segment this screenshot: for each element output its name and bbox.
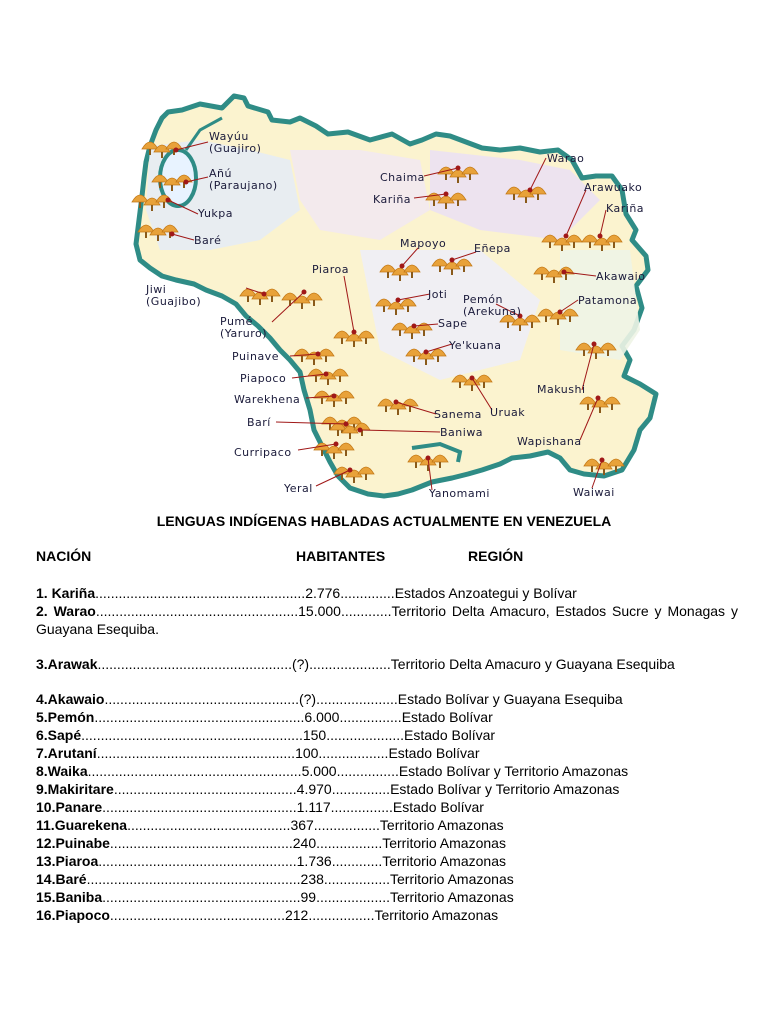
hut-post — [321, 450, 323, 456]
map-label-sape: Sape — [438, 317, 468, 330]
nation-name: 10.Panare — [36, 799, 103, 815]
hut-post — [415, 462, 417, 468]
map-label-yekuana: Ye'kuana — [449, 339, 502, 352]
hut-post — [607, 350, 609, 356]
map-label-puinave: Puinave — [232, 350, 279, 363]
hut-post — [603, 469, 605, 475]
region: Estado Bolívar y Guayana Esequiba — [397, 691, 623, 707]
population: 2.776 — [305, 585, 341, 601]
hut-post — [157, 235, 159, 241]
settlement-dot — [394, 400, 399, 405]
settlement-dot — [456, 166, 461, 171]
nation-name: 11.Guarekena — [36, 817, 128, 833]
population: 367 — [290, 817, 314, 833]
dots: ...................................................... — [94, 709, 305, 725]
dots: ......................................................... — [81, 727, 303, 743]
hut-post — [163, 202, 165, 208]
map-label-bari: Barí — [247, 416, 271, 429]
settlement-dot — [316, 352, 321, 357]
map-label-pemon: Pemón (Arekuna) — [463, 293, 522, 318]
hut-post — [149, 149, 151, 155]
dots: ................. — [308, 907, 375, 923]
list-item — [36, 852, 738, 870]
dots: ............. — [331, 853, 383, 869]
nation-name: 15.Baniba — [36, 889, 103, 905]
dots: ................................................... — [98, 853, 297, 869]
map-label-wapishana: Wapishana — [517, 435, 582, 448]
hut-post — [601, 245, 603, 251]
hut-post — [423, 330, 425, 336]
hut-post — [469, 174, 471, 180]
region: Estado Bolívar y Territorio Amazonas — [398, 763, 629, 779]
map-label-karina-north: Kariña — [373, 193, 412, 206]
settlement-dot — [450, 258, 455, 263]
map-label-curripaco: Curripaco — [234, 446, 292, 459]
hut-post — [411, 333, 413, 339]
hut-post — [259, 299, 261, 305]
region: Territorio Amazonas — [382, 853, 506, 869]
hut-post — [301, 356, 303, 362]
nation-name: 14.Baré — [36, 871, 87, 887]
hut-post — [599, 407, 601, 413]
hut-post — [399, 275, 401, 281]
map-label-karina-east: Kariña — [606, 202, 645, 215]
dots: .................................................. — [97, 656, 292, 672]
dots: ............................................. — [109, 907, 285, 923]
dots: ..................... — [309, 656, 391, 672]
hut-post — [553, 277, 555, 283]
dots: ................ — [339, 709, 402, 725]
hut-post — [583, 350, 585, 356]
list-item — [36, 906, 738, 924]
dots: .................................................... — [95, 603, 299, 619]
hut-post — [445, 203, 447, 209]
dots: ............. — [340, 603, 392, 619]
settlement-dot — [352, 330, 357, 335]
region: Estado Bolívar — [404, 727, 496, 743]
hut-post — [337, 430, 339, 436]
dots: ................ — [330, 799, 393, 815]
nation-name: 7.Arutaní — [36, 745, 97, 761]
list-item — [36, 584, 738, 602]
dots: .................................................. — [104, 691, 299, 707]
hut-post — [333, 453, 335, 459]
map-label-warao: Warao — [547, 152, 585, 165]
settlement-dot — [528, 188, 533, 193]
settlement-dot — [184, 180, 189, 185]
map-label-makushi: Makushi — [537, 383, 586, 396]
settlement-dot — [166, 198, 171, 203]
dots: ................................................... — [102, 889, 301, 905]
hut-post — [531, 322, 533, 328]
nation-name: 1. Kariña — [36, 585, 96, 601]
list-item — [36, 690, 738, 708]
hut-post — [345, 450, 347, 456]
hut-post — [439, 462, 441, 468]
dots: ....................................................... — [86, 871, 301, 887]
list-item — [36, 762, 738, 780]
hut-post — [457, 200, 459, 206]
region: Territorio Amazonas — [374, 907, 499, 923]
hut-post — [397, 409, 399, 415]
population: 212 — [284, 907, 309, 923]
hut-post — [545, 316, 547, 322]
hut-post — [437, 356, 439, 362]
hut-post — [451, 269, 453, 275]
settlement-dot — [558, 310, 563, 315]
hut-post — [615, 466, 617, 472]
map-label-piaroa: Piaroa — [312, 263, 349, 276]
hut-post — [463, 266, 465, 272]
hut-post — [139, 202, 141, 208]
hut-post — [325, 356, 327, 362]
nation-name: 2. Warao — [36, 603, 96, 619]
list-item — [36, 834, 738, 852]
map-label-yeral: Yeral — [284, 482, 313, 495]
list-item — [36, 655, 738, 673]
header-region: REGIÓN — [468, 548, 524, 564]
hut-post — [151, 205, 153, 211]
hut-post — [591, 466, 593, 472]
hut-post — [471, 385, 473, 391]
map-label-jiwi: Jiwi (Guajibo) — [146, 283, 202, 308]
settlement-dot — [426, 456, 431, 461]
map-label-yanomami: Yanomami — [429, 487, 490, 500]
settlement-dot — [302, 290, 307, 295]
population: 15.000 — [298, 603, 341, 619]
hut-post — [333, 401, 335, 407]
settlement-dot — [598, 234, 603, 239]
map-label-pume: Pumé (Yaruro) — [220, 315, 268, 340]
region: Territorio Amazonas — [379, 817, 504, 833]
map-label-wayuu: Wayúu (Guajiro) — [209, 130, 262, 155]
population: 240 — [292, 835, 317, 851]
nation-name: 9.Makiritare — [36, 781, 114, 797]
map-label-anu: Añú (Paraujano) — [209, 167, 278, 192]
hut-post — [445, 174, 447, 180]
hut-post — [561, 245, 563, 251]
population: 238 — [300, 871, 324, 887]
hut-post — [383, 306, 385, 312]
settlement-dot — [358, 428, 363, 433]
hut-post — [353, 477, 355, 483]
hut-post — [339, 376, 341, 382]
nation-name: 6.Sapé — [36, 727, 82, 743]
region: Estado Bolívar — [392, 799, 484, 815]
region: Territorio Amazonas — [382, 835, 506, 851]
hut-post — [271, 296, 273, 302]
region: Estado Bolívar — [388, 745, 480, 761]
dots: ................. — [323, 871, 391, 887]
hut-post — [483, 382, 485, 388]
dots: ................... — [316, 889, 390, 905]
nation-name: 3.Arawak — [36, 656, 98, 672]
population: 100 — [295, 745, 319, 761]
population: 4.970 — [296, 781, 332, 797]
settlement-dot — [600, 458, 605, 463]
hut-post — [589, 242, 591, 248]
dots: ................................................... — [96, 745, 296, 761]
nation-name: 4.Akawaio — [36, 691, 105, 707]
dots: ..................... — [316, 691, 398, 707]
hut-post — [395, 309, 397, 315]
dots: ...................................................... — [95, 585, 306, 601]
settlement-dot — [470, 376, 475, 381]
hut-post — [161, 152, 163, 158]
settlement-dot — [170, 232, 175, 237]
settlement-dot — [174, 148, 179, 153]
hut-post — [425, 359, 427, 365]
map-label-joti: Joti — [428, 288, 448, 301]
hut-post — [587, 404, 589, 410]
hut-post — [413, 356, 415, 362]
hut-post — [439, 266, 441, 272]
settlement-dot — [262, 292, 267, 297]
page-title: LENGUAS INDÍGENAS HABLADAS ACTUALMENTE EN VENEZUELA — [156, 513, 612, 529]
nation-name: 8.Waika — [36, 763, 88, 779]
hut-post — [549, 242, 551, 248]
venezuela-indigenous-map — [0, 0, 768, 505]
header-nacion: NACIÓN — [36, 548, 92, 564]
hut-post — [573, 242, 575, 248]
population: (?) — [298, 691, 317, 707]
hut-post — [315, 376, 317, 382]
list-item — [36, 726, 738, 744]
hut-post — [341, 338, 343, 344]
map-label-baniwa: Baniwa — [440, 426, 484, 439]
nation-name: 12.Puinabe — [36, 835, 110, 851]
hut-post — [525, 197, 527, 203]
hut-post — [145, 232, 147, 238]
hut-post — [411, 272, 413, 278]
settlement-dot — [324, 372, 329, 377]
map-label-patamona: Patamona — [578, 294, 638, 307]
region: Territorio Amazonas — [390, 871, 514, 887]
region: Territorio Delta Amacuro y Guayana Esequiba — [390, 656, 675, 672]
list-item — [36, 708, 738, 726]
map-label-yukpa: Yukpa — [198, 207, 234, 220]
settlement-dot — [400, 264, 405, 269]
list-item — [36, 798, 738, 816]
dots: ................ — [336, 763, 399, 779]
map-label-warekhena: Warekhena — [234, 393, 301, 406]
map-label-chaima: Chaima — [380, 171, 425, 184]
hut-post — [557, 319, 559, 325]
list-item — [36, 744, 738, 762]
map-label-waiwai: Waiwai — [573, 486, 615, 499]
hut-post — [399, 330, 401, 336]
population: 150 — [302, 727, 327, 743]
population: 99 — [300, 889, 317, 905]
region: Estados Anzoategui y Bolívar — [394, 585, 577, 601]
hut-post — [171, 185, 173, 191]
dots: ................. — [316, 835, 383, 851]
hut-post — [613, 242, 615, 248]
settlement-dot — [424, 350, 429, 355]
hut-post — [159, 182, 161, 188]
hut-post — [595, 353, 597, 359]
map-label-sanema: Sanema — [434, 408, 482, 421]
map-label-akawaio: Akawaio — [596, 270, 646, 283]
dots: ............... — [331, 781, 391, 797]
hut-post — [457, 177, 459, 183]
hut-post — [519, 325, 521, 331]
hut-post — [507, 322, 509, 328]
map-label-mapoyo: Mapoyo — [400, 237, 447, 250]
hut-post — [565, 274, 567, 280]
region: Territorio Delta Amacuro, Estados Sucre y Monagas y Guayana Esequiba. — [36, 603, 738, 637]
hut-post — [365, 474, 367, 480]
hut-post — [611, 404, 613, 410]
hut-post — [313, 300, 315, 306]
hut-post — [407, 306, 409, 312]
hut-post — [327, 379, 329, 385]
settlement-dot — [592, 342, 597, 347]
region: Territorio Amazonas — [390, 889, 514, 905]
hut-post — [341, 474, 343, 480]
dots: .................. — [318, 745, 389, 761]
population: 6.000 — [304, 709, 340, 725]
population: 1.736 — [296, 853, 332, 869]
settlement-dot — [444, 192, 449, 197]
hut-post — [387, 272, 389, 278]
population: 5.000 — [301, 763, 337, 779]
list-item — [36, 780, 738, 798]
map-label-uruak: Uruak — [490, 406, 526, 419]
header-habitantes: HABITANTES — [296, 548, 386, 564]
list-item — [36, 870, 738, 888]
region: Estado Bolívar y Territorio Amazonas — [390, 781, 620, 797]
hut-post — [459, 382, 461, 388]
map-label-arawuako: Arawuako — [584, 181, 643, 194]
dots: ................. — [313, 817, 380, 833]
hut-post — [353, 341, 355, 347]
map-label-bare: Baré — [194, 234, 222, 247]
map-label-piapoco: Piapoco — [240, 372, 287, 385]
settlement-dot — [344, 422, 349, 427]
nation-name: 5.Pemón — [36, 709, 95, 725]
list-item — [36, 816, 738, 834]
map-label-enepa: Eñepa — [474, 242, 511, 255]
settlement-dot — [596, 396, 601, 401]
settlement-dot — [564, 234, 569, 239]
region: Estado Bolívar — [401, 709, 493, 725]
hut-post — [385, 406, 387, 412]
hut-post — [301, 303, 303, 309]
dots: ............................................... — [113, 781, 297, 797]
dots: ....................................................... — [87, 763, 302, 779]
settlement-dot — [562, 270, 567, 275]
dots: .................... — [326, 727, 405, 743]
settlement-dot — [396, 298, 401, 303]
hut-post — [541, 274, 543, 280]
hut-post — [433, 200, 435, 206]
population: 1.117 — [296, 799, 331, 815]
nation-name: 13.Piaroa — [36, 853, 99, 869]
list-item — [36, 602, 738, 638]
hut-post — [513, 194, 515, 200]
hut-post — [321, 398, 323, 404]
population: (?) — [291, 656, 310, 672]
hut-post — [345, 398, 347, 404]
hut-post — [569, 316, 571, 322]
settlement-dot — [334, 442, 339, 447]
dots: .......................................... — [127, 817, 291, 833]
settlement-dot — [348, 468, 353, 473]
hut-post — [537, 194, 539, 200]
list-item — [36, 888, 738, 906]
settlement-dot — [412, 324, 417, 329]
dots: ............................................... — [109, 835, 293, 851]
hut-post — [313, 359, 315, 365]
nation-name: 16.Piapoco — [36, 907, 110, 923]
dots: .............. — [340, 585, 395, 601]
dots: .................................................. — [102, 799, 297, 815]
hut-post — [247, 296, 249, 302]
settlement-dot — [332, 394, 337, 399]
hut-post — [349, 433, 351, 439]
hut-post — [365, 338, 367, 344]
